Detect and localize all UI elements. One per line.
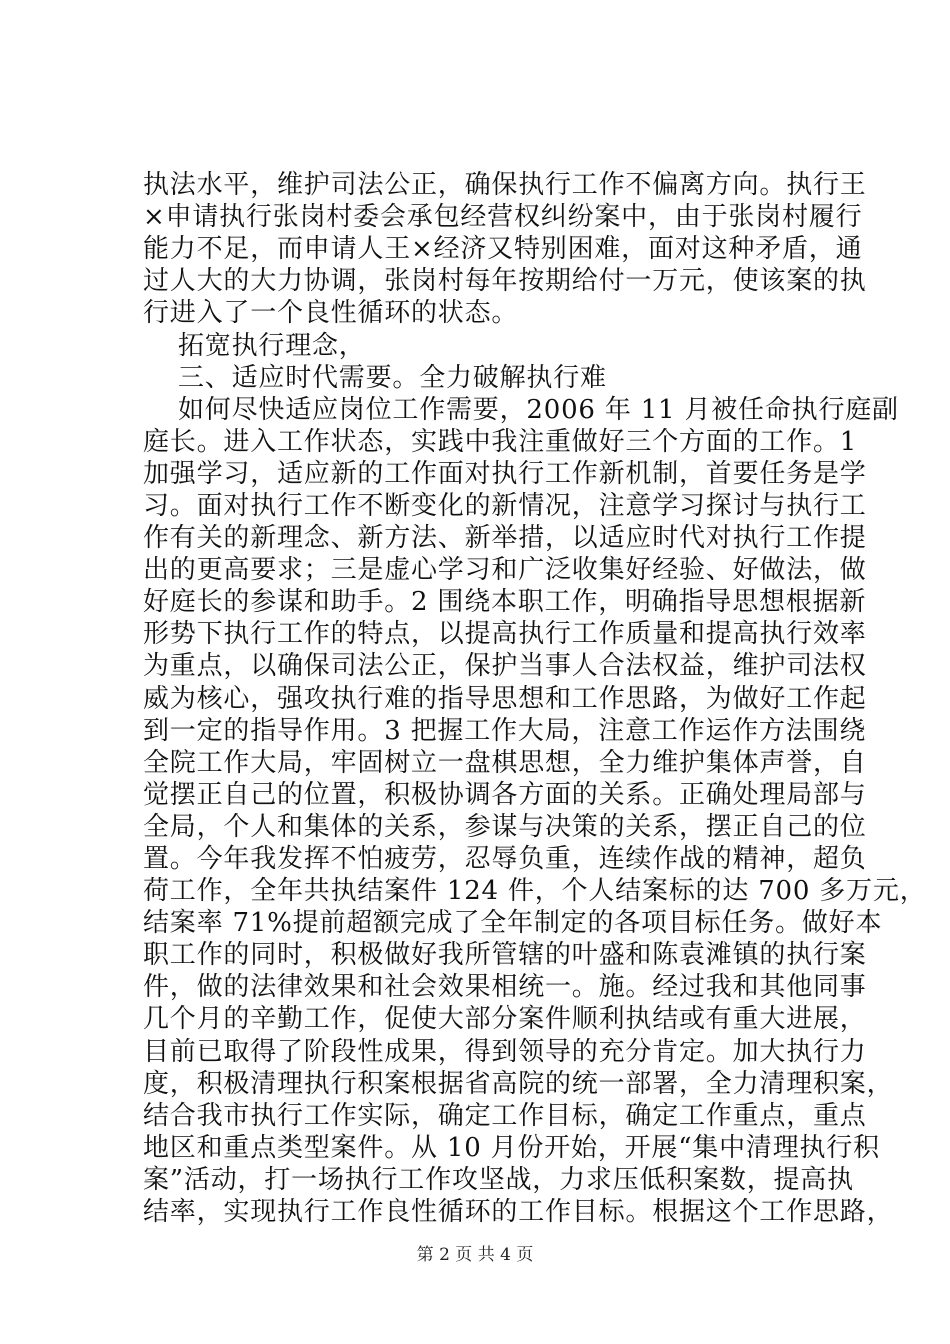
body-text-line: 威为核心，强攻执行难的指导思想和工作思路，为做好工作起 — [143, 683, 867, 714]
body-text-line: ×申请执行张岗村委会承包经营权纠纷案中，由于张岗村履行 — [143, 202, 863, 233]
body-text-line: 案”活动，打一场执行工作攻坚战，力求压低积案数，提高执 — [143, 1164, 854, 1195]
body-text-line: 为重点，以确保司法公正，保护当事人合法权益，维护司法权 — [143, 651, 867, 682]
body-text-line: 结合我市执行工作实际，确定工作目标，确定工作重点，重点 — [143, 1100, 867, 1131]
body-text-line: 出的更高要求；三是虚心学习和广泛收集好经验、好做法，做 — [143, 555, 867, 586]
body-text-line: 结率，实现执行工作良性循环的工作目标。根据这个工作思路， — [143, 1196, 894, 1227]
body-text-line: 全院工作大局，牢固树立一盘棋思想，全力维护集体声誉，自 — [143, 747, 867, 778]
body-text-line: 形势下执行工作的特点，以提高执行工作质量和提高执行效率 — [143, 619, 867, 650]
body-text-line: 职工作的同时，积极做好我所管辖的叶盛和陈袁滩镇的执行案 — [143, 940, 867, 971]
body-text-line: 作有关的新理念、新方法、新举措，以适应时代对执行工作提 — [143, 523, 867, 553]
body-text-line: 荷工作，全年共执结案件 124 件，个人结案标的达 700 多万元， — [143, 876, 927, 906]
body-text-line: 目前已取得了阶段性成果，得到领导的充分肯定。加大执行力 — [143, 1036, 867, 1067]
body-text-line: 置。今年我发挥不怕疲劳，忍辱负重，连续作战的精神，超负 — [143, 843, 867, 874]
body-text-line: 觉摆正自己的位置，积极协调各方面的关系。正确处理局部与 — [143, 779, 867, 810]
body-text-line: 度，积极清理执行积案根据省高院的统一部署，全力清理积案， — [143, 1068, 894, 1099]
body-text-line: 庭长。进入工作状态，实践中我注重做好三个方面的工作。1 — [143, 426, 858, 457]
body-text-line: 过人大的大力协调，张岗村每年按期给付一万元，使该案的执 — [143, 266, 867, 297]
body-text-line: 行进入了一个良性循环的状态。 — [143, 298, 519, 329]
body-text-line: 到一定的指导作用。3 把握工作大局，注意工作运作方法围绕 — [143, 715, 867, 746]
body-text-line: 结案率 71%提前超额完成了全年制定的各项目标任务。做好本 — [143, 908, 883, 939]
body-text-line: 如何尽快适应岗位工作需要，2006 年 11 月被任命执行庭副 — [178, 394, 899, 425]
body-text-line: 能力不足，而申请人王×经济又特别困难，面对这种矛盾，通 — [143, 234, 863, 265]
section-heading: 三、适应时代需要。全力破解执行难 — [178, 362, 607, 393]
page-number-footer: 第 2 页 共 4 页 — [416, 1245, 534, 1265]
body-text-line: 件，做的法律效果和社会效果相统一。施。经过我和其他同事 — [143, 972, 867, 1003]
body-text-line: 习。面对执行工作不断变化的新情况，注意学习探讨与执行工 — [143, 490, 867, 521]
body-text-line: 执法水平，维护司法公正，确保执行工作不偏离方向。执行王 — [143, 170, 867, 200]
body-text-line: 地区和重点类型案件。从 10 月份开始，开展“集中清理执行积 — [143, 1132, 880, 1163]
body-text-line: 加强学习，适应新的工作面对执行工作新机制，首要任务是学 — [143, 458, 867, 489]
body-text-line: 几个月的辛勤工作，促使大部分案件顺利执结或有重大进展， — [143, 1004, 867, 1035]
section-subheading: 拓宽执行理念， — [178, 330, 366, 361]
body-text-line: 好庭长的参谋和助手。2 围绕本职工作，明确指导思想根据新 — [143, 587, 867, 618]
body-text-line: 全局，个人和集体的关系，参谋与决策的关系，摆正自己的位 — [143, 811, 867, 842]
